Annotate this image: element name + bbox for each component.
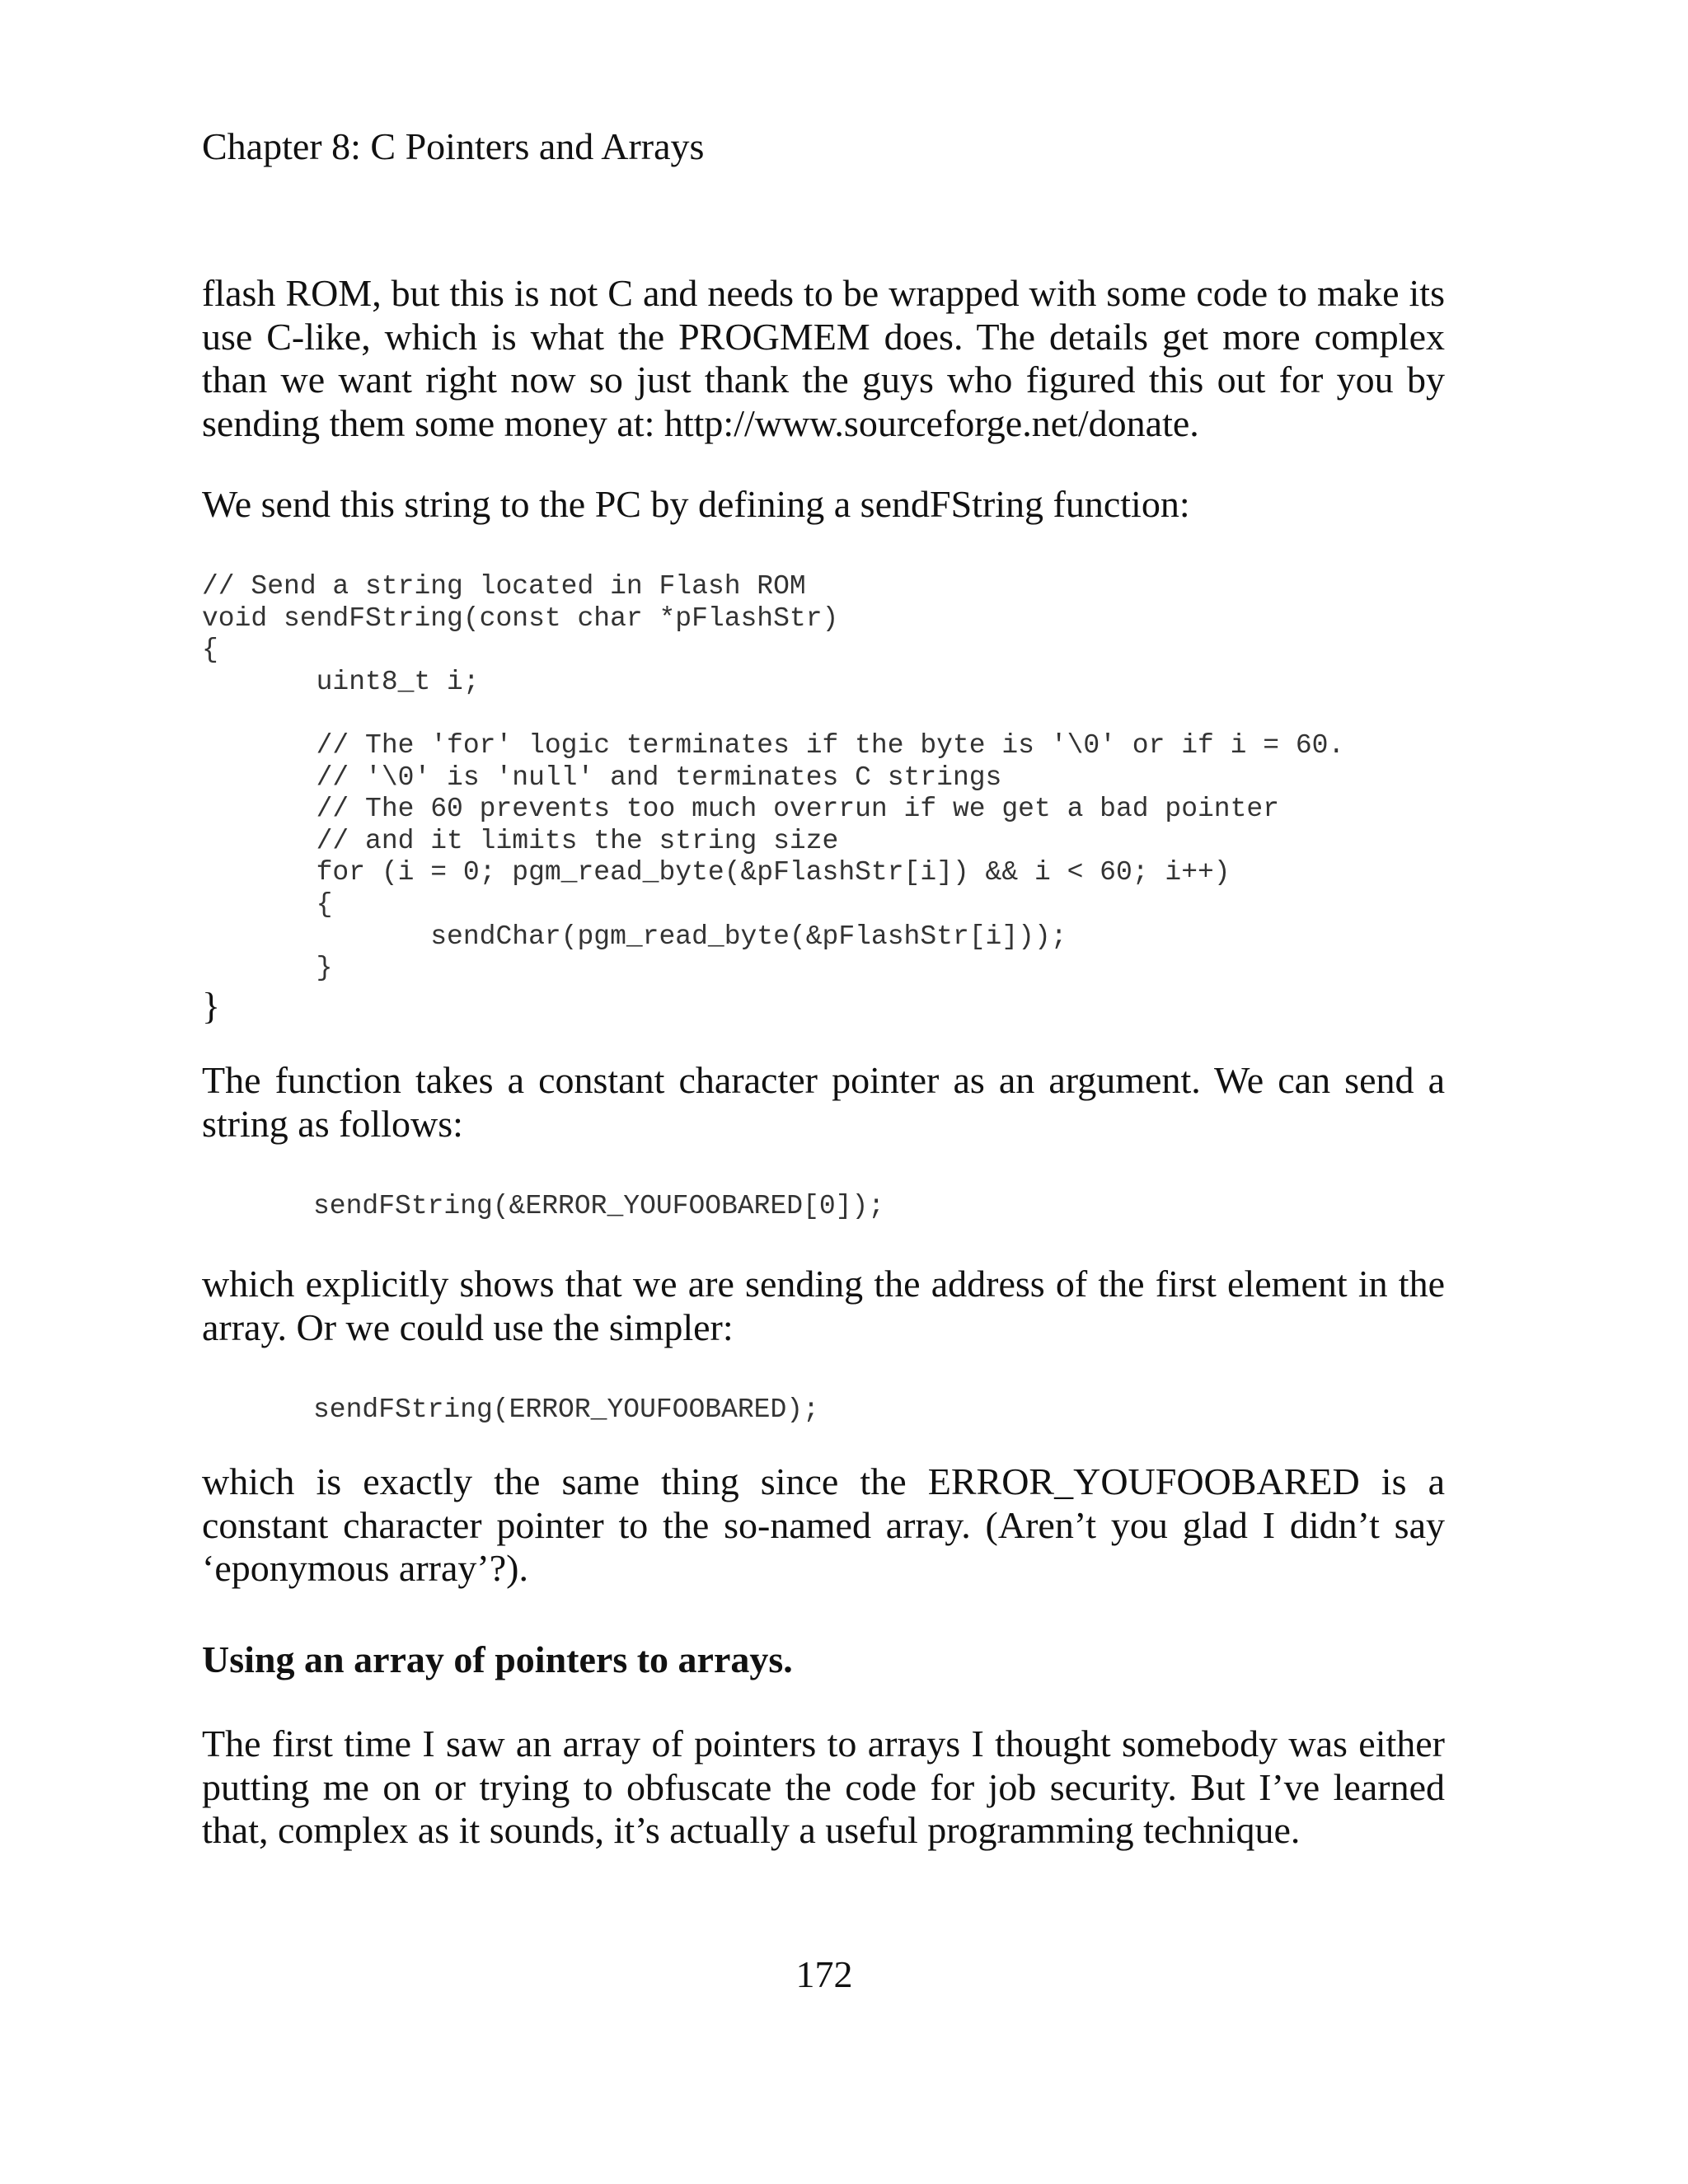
- paragraph-function-description: The function takes a constant character pointer as an argument. We can send a string as follows:: [202, 1059, 1445, 1145]
- paragraph-send-string-intro: We send this string to the PC by defining a sendFString function:: [202, 483, 1190, 525]
- running-head: Chapter 8: C Pointers and Arrays: [202, 125, 705, 167]
- paragraph-explicit-address: which explicitly shows that we are sending the address of the first element in the array. Or we could use the simpler:: [202, 1263, 1445, 1348]
- code-block-sendfstring: // Send a string located in Flash ROM void sendFString(const char *pFlashStr) { uint8_t i; // The 'for' logic terminates if the byte is '\0' or if i = 60. // '\0' is 'null' and terminates C strings // The 60 prevents too much overrun if we get a bad pointer // and it limits the string size for (i = 0; pgm_read_byte(&pFlashStr[i]) && i < 60; i++) { sendChar(pgm_read_byte(&pFlashStr[i])); }: [202, 571, 1345, 984]
- code-closing-brace: }: [202, 985, 221, 1027]
- code-call-example-explicit: sendFString(&ERROR_YOUFOOBARED[0]);: [313, 1191, 885, 1221]
- paragraph-array-of-pointers: The first time I saw an array of pointers to arrays I thought somebody was either putting me on or trying to obfuscate the code for job security. But I’ve learned that, complex as it sounds, it’s actually a useful programming technique.: [202, 1722, 1445, 1851]
- paragraph-flash-rom: flash ROM, but this is not C and needs to be wrapped with some code to make its use C-like, which is what the PROGMEM does. The details get more complex than we want right now so just thank the guys who figured this out for you by sending them some money at: http://www.sourceforge.net/donate.: [202, 272, 1445, 444]
- paragraph-same-thing: which is exactly the same thing since the ERROR_YOUFOOBARED is a constant character pointer to the so-named array. (Aren’t you glad I didn’t say ‘eponymous array’?).: [202, 1460, 1445, 1589]
- section-heading: Using an array of pointers to arrays.: [202, 1638, 793, 1680]
- page-number: 172: [795, 1953, 853, 1995]
- code-call-example-simple: sendFString(ERROR_YOUFOOBARED);: [313, 1394, 819, 1425]
